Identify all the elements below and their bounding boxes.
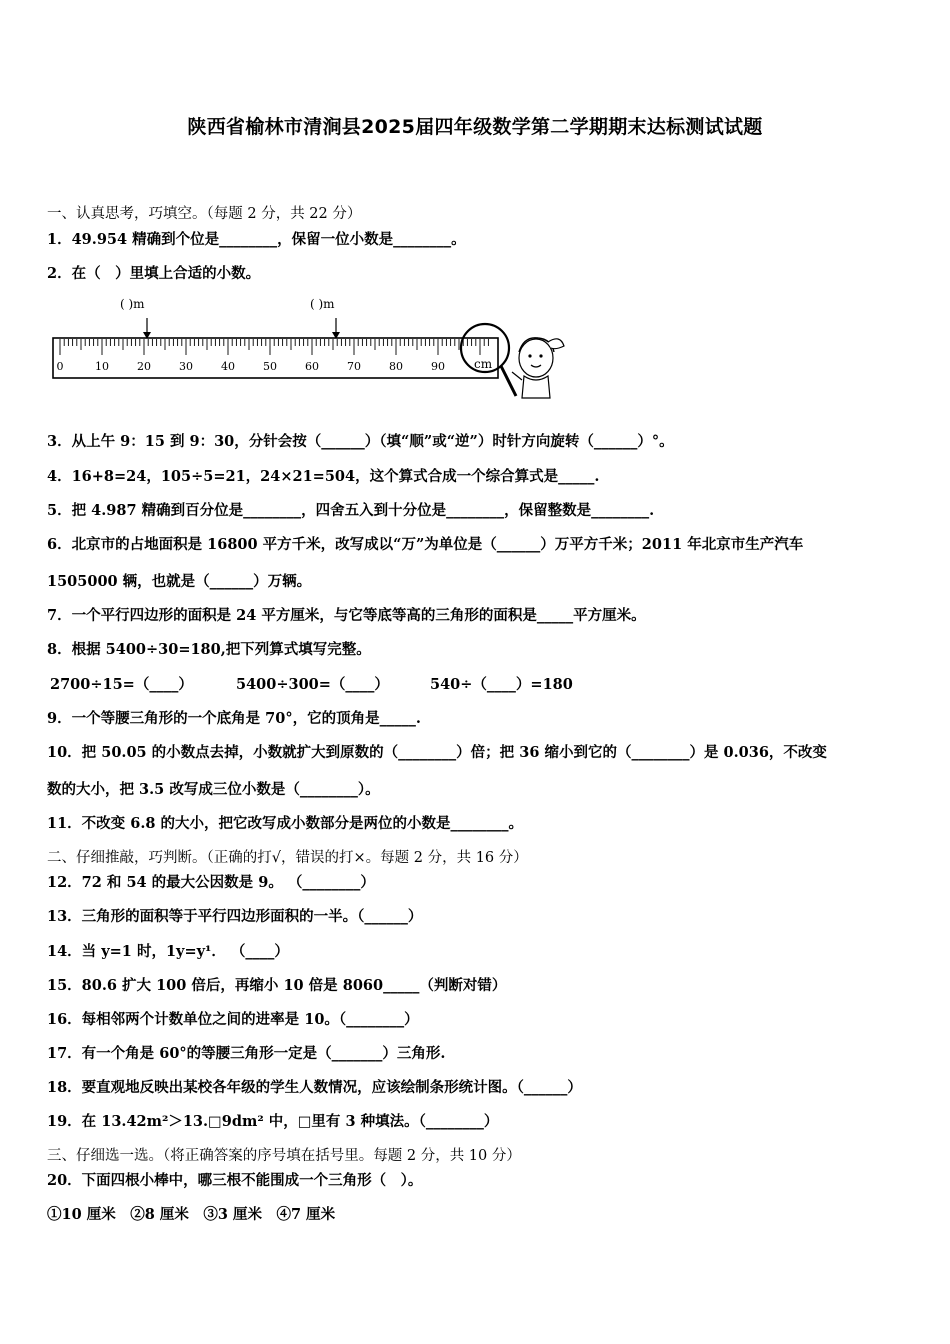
girl-illustration (512, 338, 564, 398)
question-10-line-1: 10．把 50.05 的小数点去掉，小数就扩大到原数的（________）倍；把 36 缩小到它的（________）是 0.036，不改变 (47, 744, 827, 761)
question-15: 15．80.6 扩大 100 倍后，再缩小 10 倍是 8060_____（判断对错） (47, 977, 507, 994)
question-7: 7．一个平行四边形的面积是 24 平方厘米，与它等底等高的三角形的面积是_____平方厘米。 (47, 607, 646, 624)
question-1: 1．49.954 精确到个位是________，保留一位小数是________。 (47, 231, 466, 248)
question-20: 20．下面四根小棒中，哪三根不能围成一个三角形（ ）。 (47, 1172, 423, 1189)
question-13: 13．三角形的面积等于平行四边形面积的一半。（______） (47, 908, 423, 925)
question-3: 3．从上午 9：15 到 9：30，分针会按（______）（填“顺”或“逆”）时针方向旋转（______）°。 (47, 433, 674, 450)
marker-left-label: ( )m (120, 297, 145, 311)
ruler-tick-label: 30 (179, 360, 193, 373)
question-19: 19．在 13.42m²＞13.□9dm² 中，□里有 3 种填法。（________） (47, 1113, 499, 1130)
ruler-tick-label: 70 (347, 360, 361, 373)
page-title: 陕西省榆林市清涧县2025届四年级数学第二学期期末达标测试试题 (187, 116, 763, 138)
question-2: 2．在（ ）里填上合适的小数。 (47, 265, 261, 282)
magnifier-handle (501, 366, 516, 396)
ruler-tick-label: 60 (305, 360, 319, 373)
question-4: 4．16+8=24，105÷5=21，24×21=504，这个算式合成一个综合算式是_____. (47, 468, 600, 485)
marker-right (310, 297, 340, 339)
question-8-part-a: 2700÷15=（____） (50, 676, 193, 693)
ruler-tick-label: 80 (389, 360, 403, 373)
question-14: 14．当 y=1 时，1y=y¹． （____） (47, 943, 289, 960)
question-12: 12．72 和 54 的最大公因数是 9。 （________） (47, 874, 375, 891)
ruler-tick-label: 90 (431, 360, 445, 373)
ruler-tick-label: 20 (137, 360, 151, 373)
question-18: 18．要直观地反映出某校各年级的学生人数情况，应该绘制条形统计图。（______） (47, 1079, 582, 1096)
question-8: 8．根据 5400÷30=180,把下列算式填写完整。 (47, 641, 371, 658)
ruler-unit: cm (474, 357, 493, 371)
ruler-tick-label: 40 (221, 360, 235, 373)
section-1-heading: 一、认真思考，巧填空。（每题 2 分，共 22 分） (47, 206, 362, 222)
question-8-part-c: 540÷（____）=180 (430, 676, 573, 693)
question-17: 17．有一个角是 60°的等腰三角形一定是（_______）三角形. (47, 1045, 446, 1062)
question-8-part-b: 5400÷300=（____） (236, 676, 389, 693)
section-3-heading: 三、仔细选一选。（将正确答案的序号填在括号里。每题 2 分，共 10 分） (47, 1148, 521, 1164)
marker-right-label: ( )m (310, 297, 335, 311)
ruler-tick-label: 0 (56, 360, 64, 373)
question-6-line-2: 1505000 辆，也就是（______）万辆。 (47, 573, 312, 590)
ruler-tick-label: 10 (95, 360, 109, 373)
question-5: 5．把 4.987 精确到百分位是________，四舍五入到十分位是________，保留整数是________. (47, 502, 655, 519)
section-2-heading: 二、仔细推敲，巧判断。（正确的打√，错误的打×。每题 2 分，共 16 分） (47, 850, 528, 866)
question-11: 11．不改变 6.8 的大小，把它改写成小数部分是两位的小数是________。 (47, 815, 523, 832)
question-9: 9．一个等腰三角形的一个底角是 70°，它的顶角是_____. (47, 710, 421, 727)
marker-left (120, 297, 151, 339)
ruler-figure (48, 292, 568, 404)
question-10-line-2: 数的大小，把 3.5 改写成三位小数是（________）。 (47, 781, 380, 798)
ruler-tick-label: 50 (263, 360, 277, 373)
question-6-line-1: 6．北京市的占地面积是 16800 平方千米，改写成以“万”为单位是（______）万平方千米；2011 年北京市生产汽车 (47, 536, 804, 553)
question-16: 16．每相邻两个计数单位之间的进率是 10。（________） (47, 1011, 419, 1028)
question-20-options: ①10 厘米 ②8 厘米 ③3 厘米 ④7 厘米 (47, 1206, 336, 1223)
